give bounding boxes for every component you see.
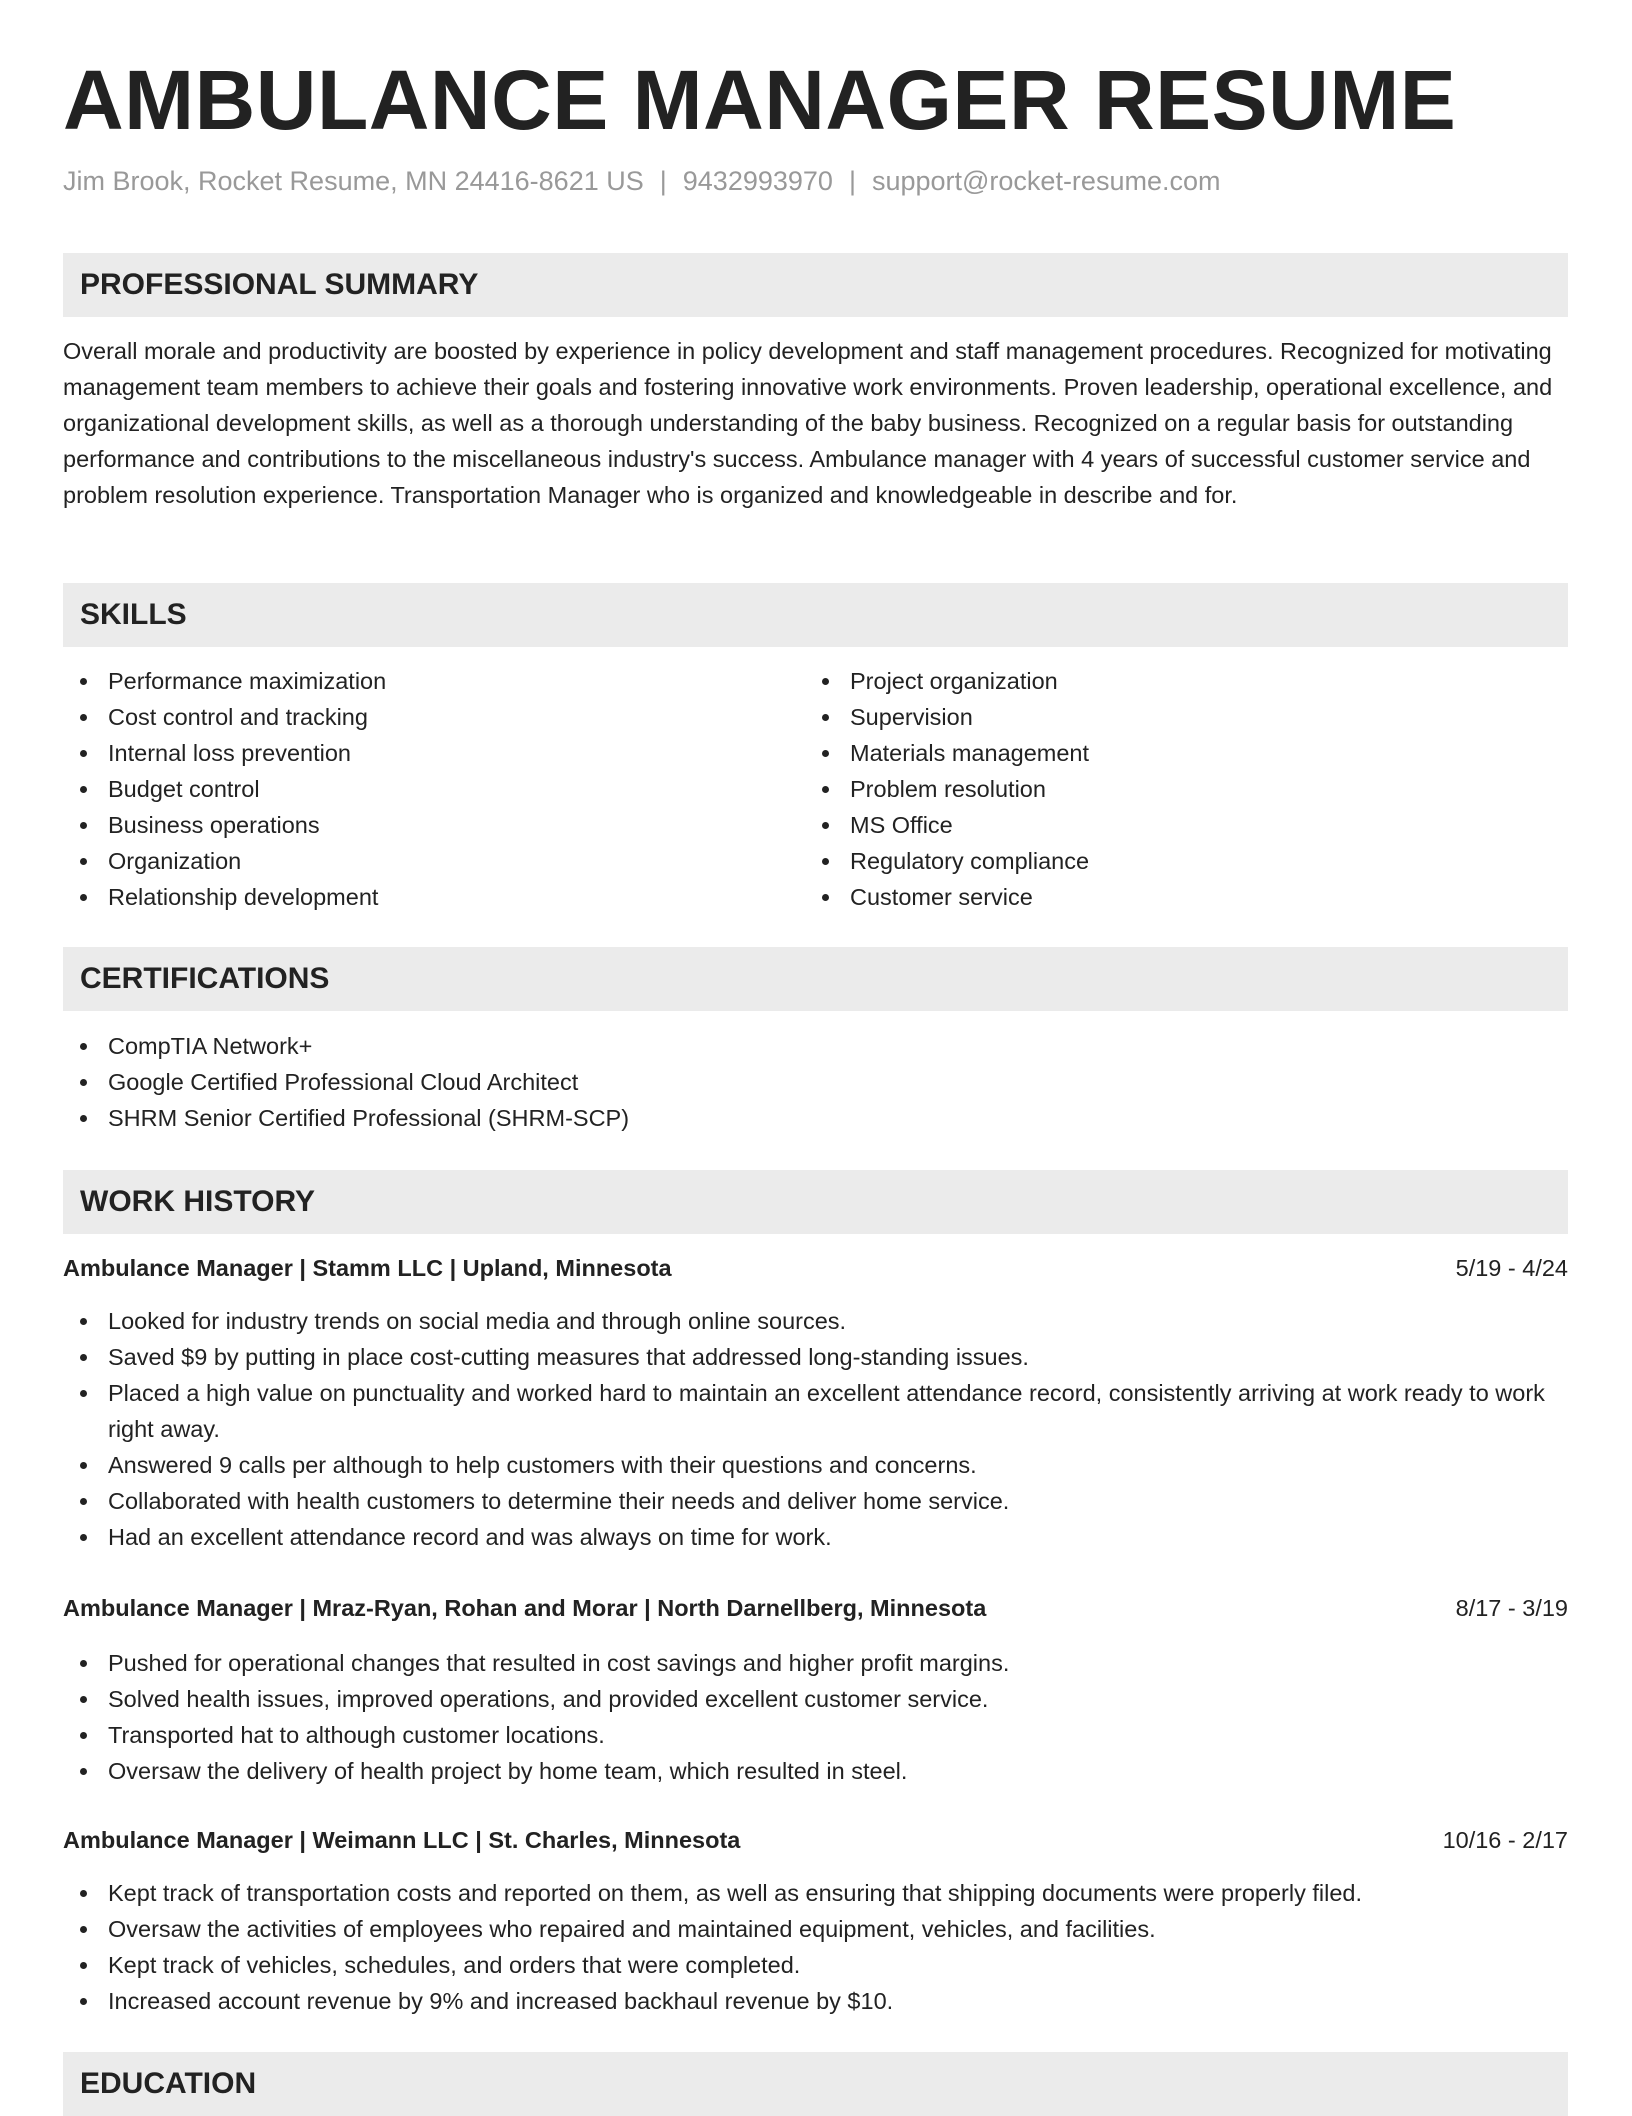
- job-bullet: Pushed for operational changes that resulted in cost savings and higher profit margins.: [63, 1645, 1568, 1681]
- resume-title: AMBULANCE MANAGER RESUME: [63, 53, 1457, 147]
- skill-item: Budget control: [63, 771, 763, 807]
- skill-item: MS Office: [805, 807, 1505, 843]
- skill-item: Materials management: [805, 735, 1505, 771]
- job-dates: 5/19 - 4/24: [1455, 1255, 1568, 1281]
- job-bullet: Placed a high value on punctuality and worked hard to maintain an excellent attendance record, consistently arriving at work ready to work right away.: [63, 1375, 1568, 1447]
- skill-item: Customer service: [805, 879, 1505, 915]
- skill-item: Regulatory compliance: [805, 843, 1505, 879]
- section-header-certifications: [63, 947, 1568, 1011]
- job-header: [63, 1590, 1568, 1626]
- job-title: Ambulance Manager | Mraz-Ryan, Rohan and Morar | North Darnellberg, Minnesota: [63, 1595, 987, 1621]
- job-dates: 10/16 - 2/17: [1442, 1827, 1568, 1853]
- section-header-summary: [63, 253, 1568, 317]
- skill-item: Business operations: [63, 807, 763, 843]
- job-bullet: Looked for industry trends on social media and through online sources.: [63, 1303, 1568, 1339]
- job-bullet: Increased account revenue by 9% and increased backhaul revenue by $10.: [63, 1983, 1568, 2019]
- contact-phone: 9432993970: [682, 166, 833, 196]
- contact-line: [63, 168, 1220, 195]
- job-bullets: [63, 1645, 1568, 1789]
- skills-list-right: [805, 663, 1505, 915]
- section-header-work-history: [63, 1170, 1568, 1234]
- contact-address: Jim Brook, Rocket Resume, MN 24416-8621 US: [63, 166, 644, 196]
- skill-item: Project organization: [805, 663, 1505, 699]
- skill-item: Supervision: [805, 699, 1505, 735]
- job-bullets: [63, 1875, 1568, 2019]
- job-title: Ambulance Manager | Weimann LLC | St. Charles, Minnesota: [63, 1827, 741, 1853]
- job-title: Ambulance Manager | Stamm LLC | Upland, Minnesota: [63, 1255, 672, 1281]
- job-header: [63, 1250, 1568, 1286]
- section-title-summary: PROFESSIONAL SUMMARY: [80, 268, 479, 301]
- job-bullet: Had an excellent attendance record and was always on time for work.: [63, 1519, 1568, 1555]
- contact-separator: |: [848, 166, 856, 196]
- job-bullet: Collaborated with health customers to determine their needs and deliver home service.: [63, 1483, 1568, 1519]
- skill-item: Internal loss prevention: [63, 735, 763, 771]
- skill-item: Relationship development: [63, 879, 763, 915]
- job-bullet: Solved health issues, improved operations, and provided excellent customer service.: [63, 1681, 1568, 1717]
- summary-text: Overall morale and productivity are boosted by experience in policy development and staff management procedures. Recognized for motivating management team members to achieve their goals and fostering innovative work environments. Proven leadership, operational excellence, and organizational development skills, as well as a thorough understanding of the baby business. Recognized on a regular basis for outstanding performance and contributions to the miscellaneous industry's success. Ambulance manager with 4 years of successful customer service and problem resolution experience. Transportation Manager who is organized and knowledgeable in describe and for.: [63, 338, 1553, 508]
- job-bullet: Kept track of vehicles, schedules, and orders that were completed.: [63, 1947, 1568, 1983]
- skill-item: Organization: [63, 843, 763, 879]
- contact-separator: |: [659, 166, 667, 196]
- job-bullet: Kept track of transportation costs and reported on them, as well as ensuring that shipping documents were properly filed.: [63, 1875, 1568, 1911]
- section-header-education: [63, 2052, 1568, 2116]
- certifications-list: [63, 1028, 1568, 1136]
- job-bullet: Transported hat to although customer locations.: [63, 1717, 1568, 1753]
- job-header: [63, 1822, 1568, 1858]
- job-dates: 8/17 - 3/19: [1455, 1595, 1568, 1621]
- job-bullet: Oversaw the delivery of health project by home team, which resulted in steel.: [63, 1753, 1568, 1789]
- job-bullet: Answered 9 calls per although to help customers with their questions and concerns.: [63, 1447, 1568, 1483]
- contact-email: support@rocket-resume.com: [871, 166, 1221, 196]
- skill-item: Performance maximization: [63, 663, 763, 699]
- certification-item: Google Certified Professional Cloud Architect: [63, 1064, 1568, 1100]
- skill-item: Problem resolution: [805, 771, 1505, 807]
- certification-item: CompTIA Network+: [63, 1028, 1568, 1064]
- job-bullet: Saved $9 by putting in place cost-cutting measures that addressed long-standing issues.: [63, 1339, 1568, 1375]
- section-title-education: EDUCATION: [80, 2067, 257, 2100]
- certification-item: SHRM Senior Certified Professional (SHRM-SCP): [63, 1100, 1568, 1136]
- job-bullets: [63, 1303, 1568, 1555]
- skills-list-left: [63, 663, 763, 915]
- section-title-certifications: CERTIFICATIONS: [80, 962, 330, 995]
- job-bullet: Oversaw the activities of employees who repaired and maintained equipment, vehicles, and facilities.: [63, 1911, 1568, 1947]
- section-title-work-history: WORK HISTORY: [80, 1185, 316, 1218]
- section-header-skills: [63, 583, 1568, 647]
- skill-item: Cost control and tracking: [63, 699, 763, 735]
- section-title-skills: SKILLS: [80, 598, 187, 631]
